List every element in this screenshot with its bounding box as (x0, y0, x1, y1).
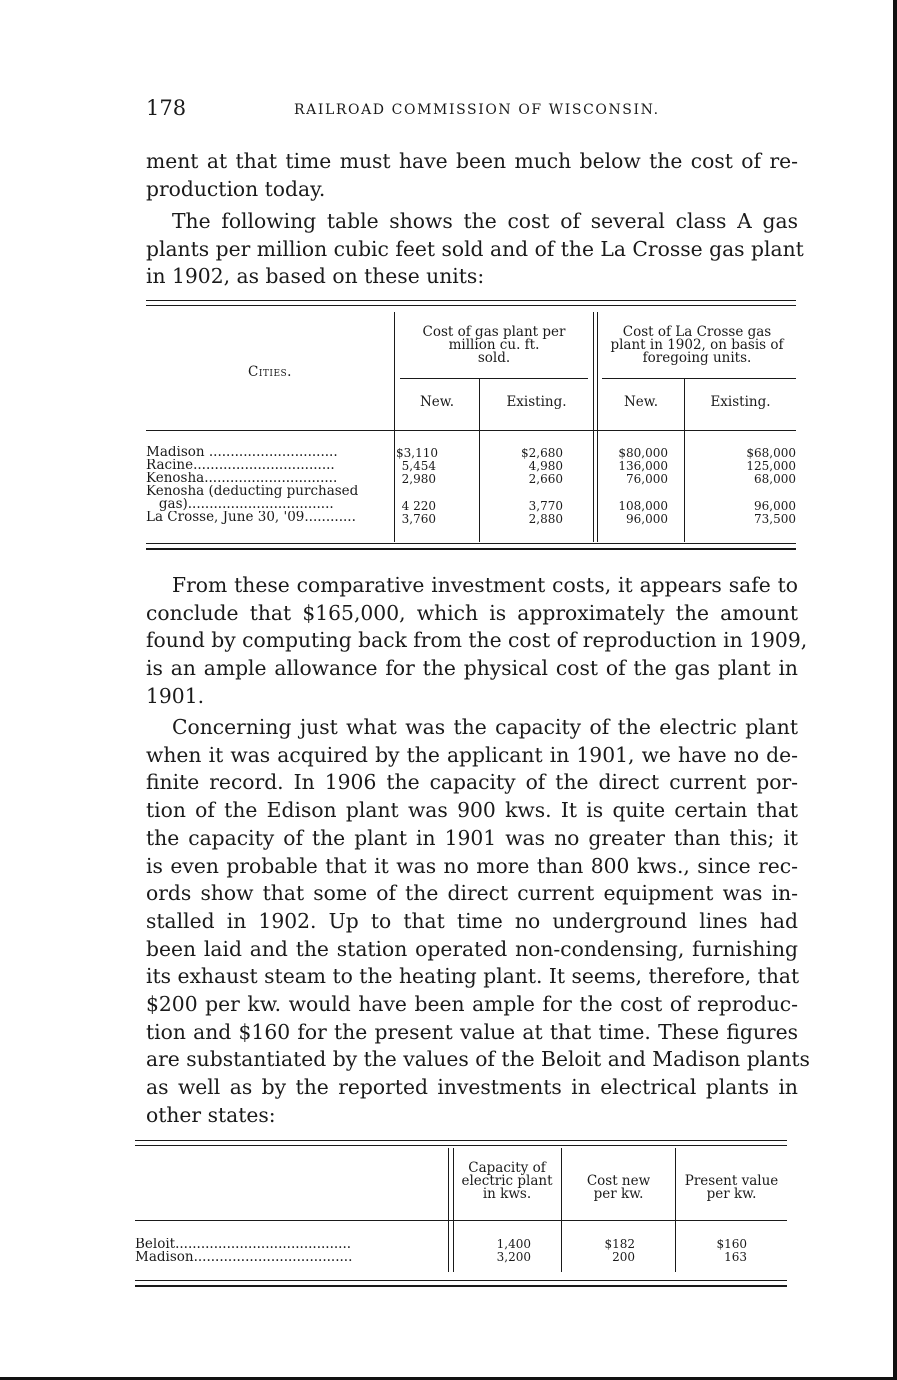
table-cell: 68,000 (754, 472, 796, 487)
table1-header-group2 (598, 326, 796, 365)
table-cell: 3,200 (496, 1250, 531, 1265)
paragraph-2 (146, 208, 804, 291)
table1 (146, 312, 796, 544)
text-line: conclude that $165,000, which is approximately the amount (146, 600, 798, 625)
header-line: plant in 1902, on basis of (610, 337, 784, 353)
table-cell: 3,770 (528, 498, 563, 513)
text-line: in 1902, as based on these units: (146, 264, 485, 289)
table1-vline (394, 312, 395, 542)
page-number: 178 (146, 96, 187, 120)
table1-header-cities: Cities. (248, 364, 292, 380)
paragraph-1 (146, 148, 798, 203)
table1-subheader-existing: Existing. (710, 394, 771, 410)
header-line: Cost new (586, 1173, 651, 1189)
table2-col-present-value (695, 1238, 747, 1264)
table1-top-rule (146, 300, 796, 306)
table-cell: 76,000 (626, 472, 668, 487)
table1-bottom-rule (146, 543, 796, 550)
text-line: found by computing back from the cost of reproduction in 1909, (146, 628, 808, 653)
table-cell: 136,000 (618, 459, 668, 474)
table-cell: $2,680 (521, 446, 563, 460)
header-line: million cu. ft. (448, 337, 540, 353)
header-line: in kws. (482, 1186, 532, 1202)
text-line: stalled in 1902. Up to that time no underground lines had (146, 908, 798, 933)
header-line: per kw. (706, 1186, 757, 1202)
running-head: RAILROAD COMMISSION OF WISCONSIN. (294, 102, 660, 118)
table-cell: 125,000 (746, 459, 796, 474)
header-line: per kw. (593, 1186, 644, 1202)
table2-bottom-rule (135, 1280, 787, 1287)
text-line: production today. (146, 176, 326, 201)
text-line: plants per million cubic feet sold and of the La Crosse gas plant (146, 236, 804, 261)
text-line: ment at that time must have been much below the cost of re- (146, 149, 798, 173)
table2-header-capacity (453, 1162, 561, 1201)
table-cell: 163 (724, 1250, 747, 1265)
text-line: been laid and the station operated non-condensing, furnishing (146, 936, 798, 961)
text-line: $200 per kw. would have been ample for the cost of reproduc- (146, 992, 798, 1017)
table-cell: 2,980 (401, 472, 436, 487)
table-cell: 5,454 (401, 459, 436, 474)
table-cell: 4 220 (401, 498, 436, 513)
table-cell: $3,110 (396, 446, 438, 460)
text-line: the capacity of the plant in 1901 was no greater than this; it (146, 825, 798, 850)
table-row-label: Kenosha (deducting purchased (146, 485, 359, 499)
table-cell: 96,000 (754, 498, 796, 513)
table-cell: 3,760 (401, 512, 436, 526)
table-cell: 73,500 (754, 512, 796, 526)
table-row-label: Madison .............................. (146, 446, 338, 460)
text-line: is an ample allowance for the physical cost of the gas plant in (146, 656, 798, 681)
text-line: ords show that some of the direct current equipment was in- (146, 881, 798, 906)
table-cell: 200 (612, 1250, 635, 1265)
text-line: tion of the Edison plant was 900 kws. It is quite certain that (146, 798, 798, 823)
table1-col-existing (481, 447, 563, 526)
header-line: Cost of La Crosse gas (622, 324, 772, 340)
table2-header-rule (135, 1220, 787, 1221)
text-line: when it was acquired by the applicant in 1901, we have no de- (146, 742, 798, 767)
table1-subheader-new: New. (623, 394, 659, 410)
header-line: sold. (477, 350, 511, 366)
table1-group-rule (602, 378, 796, 379)
table-row-label: gas).................................. (146, 498, 334, 512)
text-line: tion and $160 for the present value at that time. These figures (146, 1019, 798, 1044)
header-line: Capacity of (468, 1160, 546, 1176)
table2 (135, 1142, 787, 1292)
text-line: are substantiated by the values of the Beloit and Madison plants (146, 1047, 810, 1072)
table-cell: 1,400 (496, 1237, 531, 1251)
page-edge-right (893, 0, 897, 1380)
table1-subheader-new: New. (419, 394, 455, 410)
table-row-label: Kenosha............................... (146, 472, 338, 486)
header-line: Cost of gas plant per (422, 324, 566, 340)
table-row-label: Racine................................. (146, 459, 335, 473)
table2-vline (448, 1148, 449, 1272)
table1-col-lc-new (598, 447, 668, 526)
table-cell: $68,000 (746, 446, 796, 460)
table2-header-cost-new (562, 1175, 675, 1201)
paragraph-4 (146, 714, 810, 1130)
text-line: other states: (146, 1102, 276, 1127)
paragraph-3 (146, 572, 808, 711)
table-cell: $160 (716, 1237, 747, 1251)
table-cell: 4,980 (528, 459, 563, 474)
table-cell: 96,000 (626, 512, 668, 526)
table1-col-lc-existing (686, 447, 796, 526)
text-line: From these comparative investment costs, it appears safe to (172, 573, 798, 597)
table2-header-present-value (676, 1175, 787, 1201)
text-line: 1901. (146, 683, 205, 708)
table-cell: 108,000 (618, 498, 668, 513)
header-line: foregoing units. (642, 350, 752, 366)
table1-header-group1 (396, 326, 592, 365)
text-line: its exhaust steam to the heating plant. It seems, therefore, that (146, 964, 800, 989)
text-line: The following table shows the cost of several class A gas (172, 209, 798, 233)
table-cell: 2,880 (528, 512, 563, 526)
text-line: is even probable that it was no more than 800 kws., since rec- (146, 853, 798, 878)
table2-col-capacity (475, 1238, 531, 1264)
table1-subheader-existing: Existing. (506, 394, 567, 410)
table1-group-rule (400, 378, 588, 379)
table2-vline (675, 1148, 676, 1272)
table-cell: $80,000 (618, 446, 668, 460)
header-line: electric plant (461, 1173, 553, 1189)
table-row-label: Madison..................................... (135, 1251, 353, 1265)
page-header (146, 96, 798, 126)
table-cell: 2,660 (528, 472, 563, 487)
header-line: Present value (684, 1173, 779, 1189)
table2-col-cost-new (585, 1238, 635, 1264)
text-line: as well as by the reported investments in electrical plants in (146, 1075, 798, 1100)
table1-col-new (396, 447, 436, 526)
table2-vline (561, 1148, 562, 1272)
table-cell: $182 (604, 1237, 635, 1251)
table1-header-rule (146, 430, 796, 431)
text-line: finite record. In 1906 the capacity of the direct current por- (146, 770, 798, 795)
table-row-label: La Crosse, June 30, '09............ (146, 511, 356, 525)
text-line: Concerning just what was the capacity of the electric plant (172, 715, 798, 739)
table-row-label: Beloit......................................... (135, 1238, 352, 1252)
